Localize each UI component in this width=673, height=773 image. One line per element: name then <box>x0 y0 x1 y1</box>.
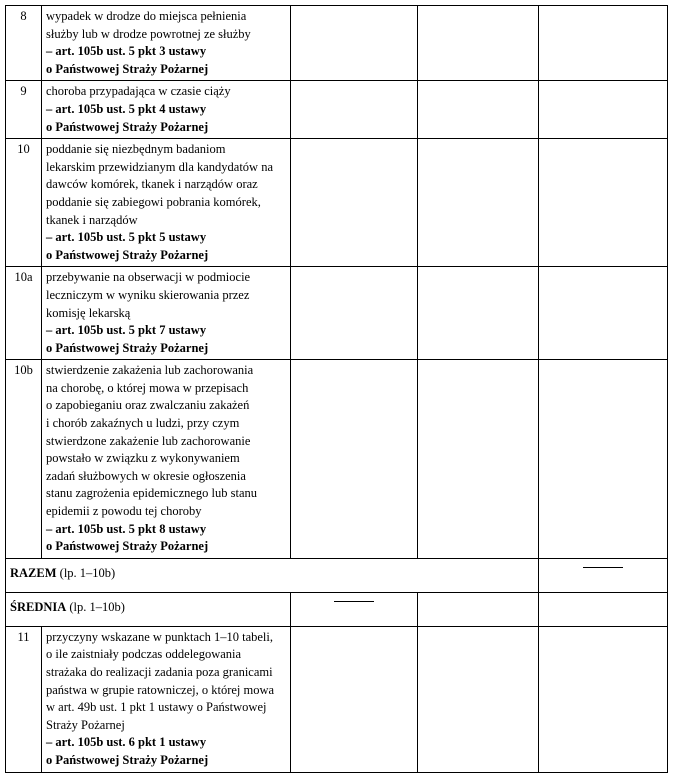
description-line: w art. 49b ust. 1 pkt 1 ustawy o Państwowej <box>46 700 267 715</box>
value-cell <box>418 6 539 81</box>
legal-basis: o Państwowej Straży Pożarnej <box>46 61 209 76</box>
total-row <box>6 558 668 592</box>
description-line: poddanie się zabiegowi pobrania komórek, <box>46 194 261 209</box>
value-cell <box>539 267 668 360</box>
value-cell <box>539 81 668 139</box>
value-cell <box>418 626 539 772</box>
row-description <box>42 81 291 139</box>
row-number: 10 <box>6 139 42 267</box>
average-label <box>6 592 291 626</box>
row-number: 10a <box>6 267 42 360</box>
value-cell <box>291 360 418 559</box>
value-cell <box>418 592 539 626</box>
row-description <box>42 267 291 360</box>
value-cell-dash <box>539 558 668 592</box>
row-description <box>42 139 291 267</box>
table-row <box>6 6 668 81</box>
description-line: leczniczym w wyniku skierowania przez <box>46 287 250 302</box>
total-label-bold: RAZEM <box>10 565 57 580</box>
description-line: zadań służbowych w okresie ogłoszenia <box>46 468 246 483</box>
row-description <box>42 360 291 559</box>
description-line: tkanek i narządów <box>46 212 138 227</box>
average-row <box>6 592 668 626</box>
row-number: 8 <box>6 6 42 81</box>
description-line: stanu zagrożenia epidemicznego lub stanu <box>46 486 258 501</box>
description-line: o zapobieganiu oraz zwalczaniu zakażeń <box>46 398 250 413</box>
description-line: państwa w grupie ratowniczej, o której mowa <box>46 682 275 697</box>
value-cell <box>539 626 668 772</box>
table-row <box>6 360 668 559</box>
legal-basis: – art. 105b ust. 5 pkt 7 ustawy <box>46 323 207 338</box>
description-line: dawców komórek, tkanek i narządów oraz <box>46 177 258 192</box>
table-row <box>6 626 668 772</box>
legal-basis: – art. 105b ust. 6 pkt 1 ustawy <box>46 735 207 750</box>
average-label-bold: ŚREDNIA <box>10 599 67 614</box>
table-row <box>6 81 668 139</box>
value-cell <box>539 6 668 81</box>
value-cell <box>291 267 418 360</box>
description-line: stwierdzone zakażenie lub zachorowanie <box>46 433 251 448</box>
row-description <box>42 626 291 772</box>
legal-basis: o Państwowej Straży Pożarnej <box>46 247 209 262</box>
description-line: i chorób zakaźnych u ludzi, przy czym <box>46 416 240 431</box>
legal-basis: – art. 105b ust. 5 pkt 4 ustawy <box>46 101 207 116</box>
description-line: komisję lekarską <box>46 305 131 320</box>
value-cell <box>539 592 668 626</box>
row-number: 11 <box>6 626 42 772</box>
legal-basis: o Państwowej Straży Pożarnej <box>46 340 209 355</box>
description-line: służby lub w drodze powrotnej ze służby <box>46 26 251 41</box>
description-line: stwierdzenie zakażenia lub zachorowania <box>46 363 254 378</box>
legal-basis: o Państwowej Straży Pożarnej <box>46 539 209 554</box>
value-cell <box>539 139 668 267</box>
value-cell <box>418 139 539 267</box>
value-cell <box>291 81 418 139</box>
description-line: Straży Pożarnej <box>46 717 125 732</box>
description-line: o ile zaistniały podczas oddelegowania <box>46 647 242 662</box>
description-line: wypadek w drodze do miejsca pełnienia <box>46 9 247 23</box>
dash-mark <box>583 567 623 568</box>
legal-basis: – art. 105b ust. 5 pkt 5 ustawy <box>46 230 207 245</box>
description-line: lekarskim przewidzianym dla kandydatów na <box>46 159 274 174</box>
description-line: powstało w związku z wykonywaniem <box>46 451 240 466</box>
description-line: strażaka do realizacji zadania poza granicami <box>46 665 273 679</box>
value-cell <box>291 6 418 81</box>
total-label <box>6 558 539 592</box>
description-line: przebywanie na obserwacji w podmiocie <box>46 270 251 285</box>
total-label-range: (lp. 1–10b) <box>56 565 116 580</box>
value-cell <box>418 360 539 559</box>
table-row <box>6 267 668 360</box>
legal-basis: o Państwowej Straży Pożarnej <box>46 752 209 767</box>
table-row <box>6 139 668 267</box>
legal-basis: o Państwowej Straży Pożarnej <box>46 119 209 134</box>
value-cell <box>291 626 418 772</box>
description-line: choroba przypadająca w czasie ciąży <box>46 84 231 99</box>
average-label-range: (lp. 1–10b) <box>66 599 125 614</box>
description-line: na chorobę, o której mowa w przepisach <box>46 380 249 395</box>
value-cell <box>418 267 539 360</box>
description-line: epidemii z powodu tej choroby <box>46 504 202 519</box>
value-cell <box>539 360 668 559</box>
description-line: przyczyny wskazane w punktach 1–10 tabeli, <box>46 629 274 644</box>
row-description <box>42 6 291 81</box>
value-cell <box>418 81 539 139</box>
legal-basis: – art. 105b ust. 5 pkt 8 ustawy <box>46 521 207 536</box>
dash-mark <box>334 601 374 602</box>
legal-basis: – art. 105b ust. 5 pkt 3 ustawy <box>46 44 207 59</box>
value-cell <box>291 139 418 267</box>
row-number: 10b <box>6 360 42 559</box>
description-line: poddanie się niezbędnym badaniom <box>46 142 226 157</box>
sick-leave-table <box>5 5 668 773</box>
value-cell-dash <box>291 592 418 626</box>
row-number: 9 <box>6 81 42 139</box>
